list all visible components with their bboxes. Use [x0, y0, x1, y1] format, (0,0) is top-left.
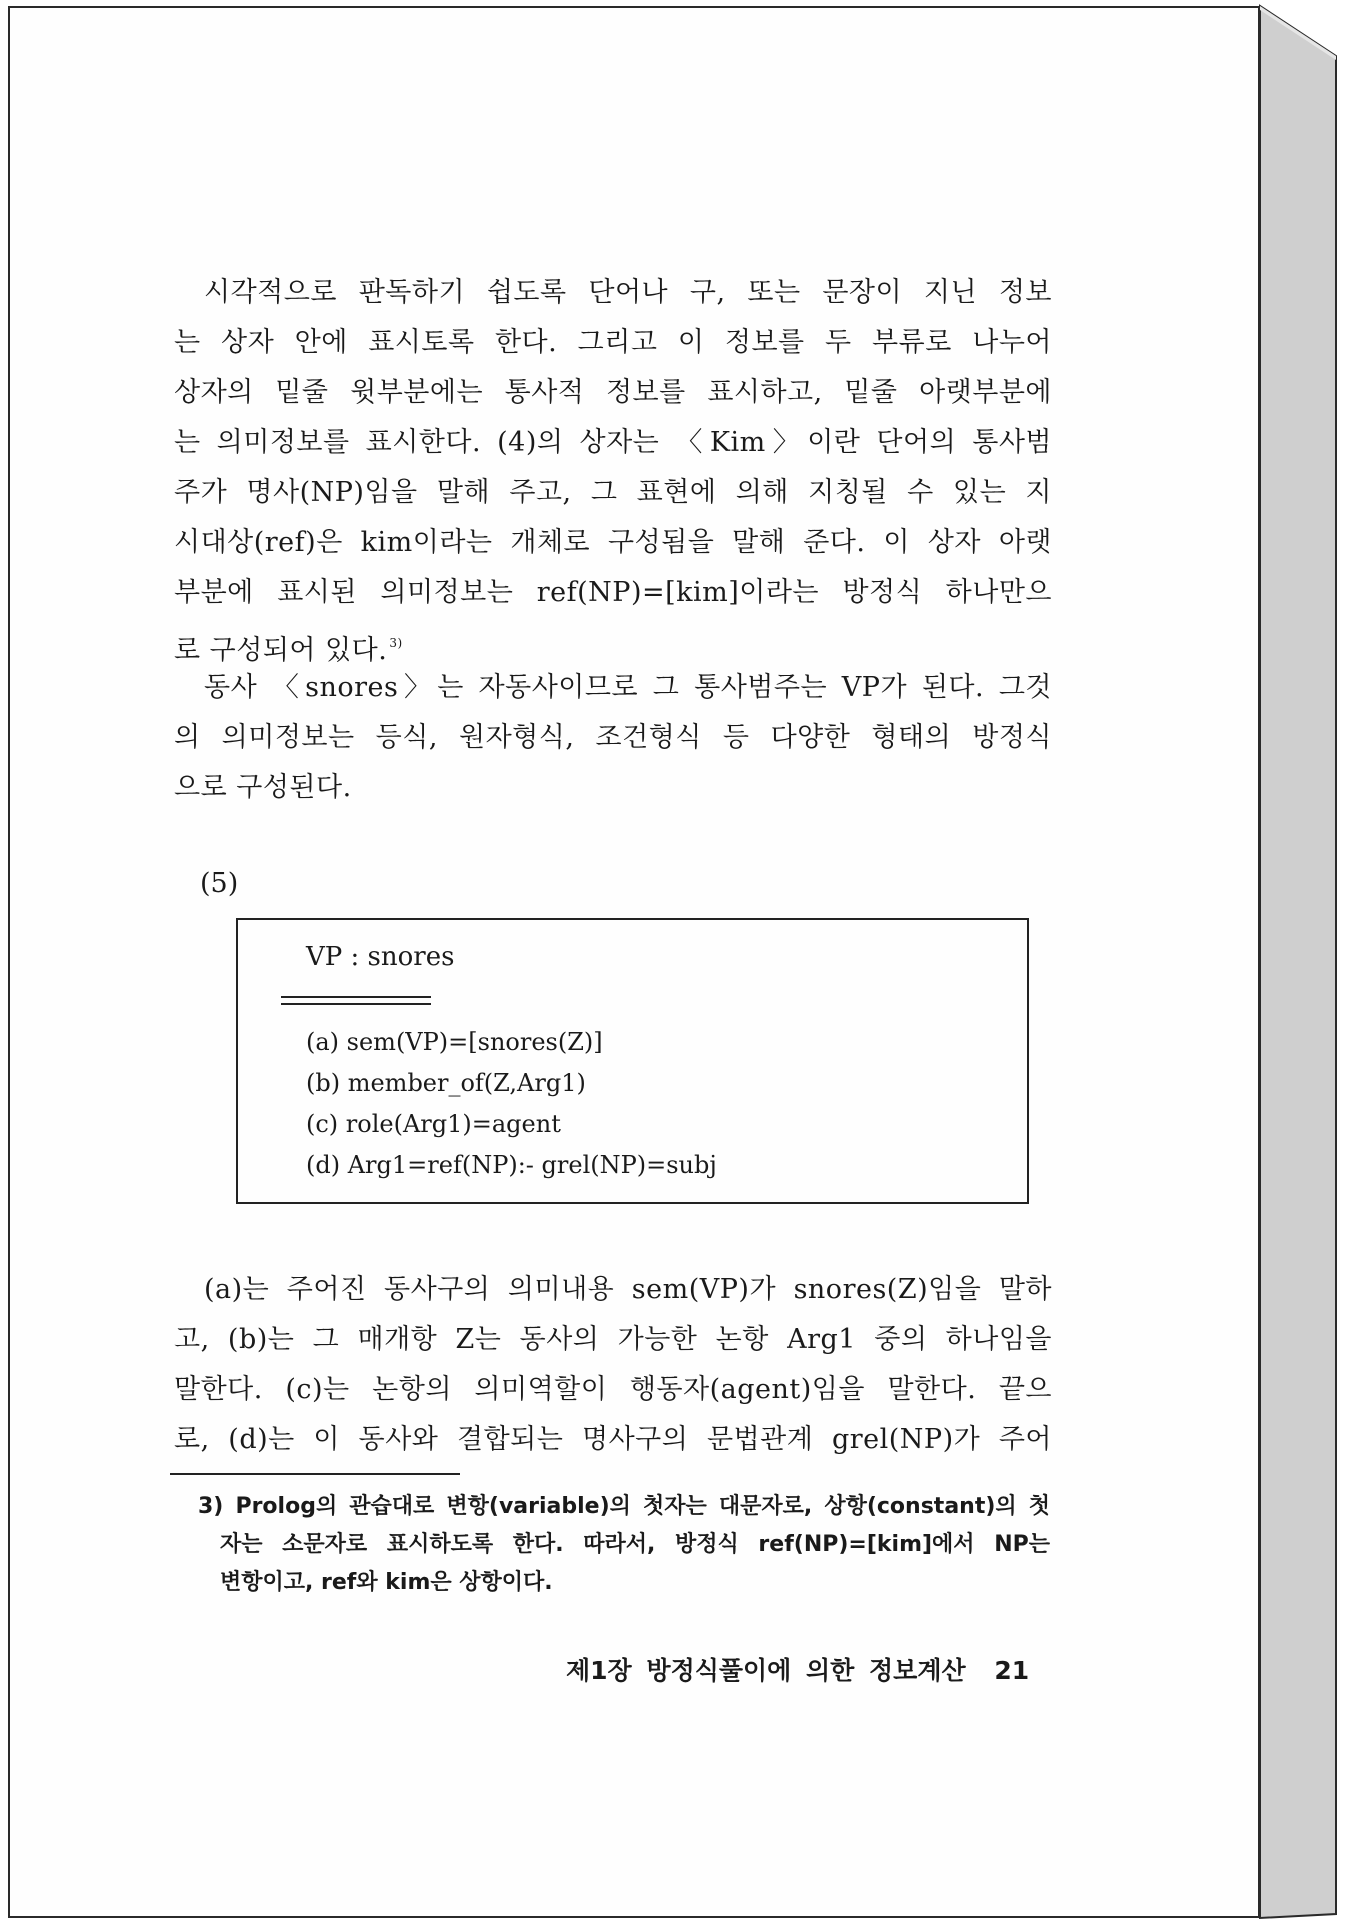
text-line: (a)는 주어진 동사구의 의미내용 sem(VP)가 snores(Z)임을 말하 — [204, 1274, 1052, 1305]
text-line: 시대상(ref)은 kim이라는 개체로 구성됨을 말해 준다. 이 상자 아랫 — [174, 527, 1052, 558]
text-line: 상자의 밑줄 윗부분에는 통사적 정보를 표시하고, 밑줄 아랫부분에 — [174, 377, 1052, 408]
text-line: 시각적으로 판독하기 쉽도록 단어나 구, 또는 문장이 지닌 정보 — [204, 277, 1052, 308]
running-footer — [566, 1651, 1029, 1687]
paragraph-1 — [174, 268, 1052, 676]
page-number: 21 — [994, 1656, 1030, 1685]
equation-line: (d) Arg1=ref(NP):- grel(NP)=subj — [306, 1151, 717, 1179]
paragraph-2 — [174, 663, 1052, 813]
text-line: 으로 구성된다. — [174, 772, 352, 803]
example-equations — [306, 1022, 717, 1186]
text-line: 고, (b)는 그 매개항 Z는 동사의 가능한 논항 Arg1 중의 하나임을 — [174, 1324, 1052, 1355]
text-line: 의 의미정보는 등식, 원자형식, 조건형식 등 다양한 형태의 방정식 — [174, 722, 1052, 753]
text-line-content: 로 구성되어 있다. — [174, 635, 388, 666]
text-line: 동사 〈snores〉는 자동사이므로 그 통사범주는 VP가 된다. 그것 — [204, 672, 1052, 703]
text-line: 로, (d)는 이 동사와 결합되는 명사구의 문법관계 grel(NP)가 주어 — [174, 1424, 1052, 1455]
example-box — [236, 918, 1029, 1204]
equation-line: (a) sem(VP)=[snores(Z)] — [306, 1028, 603, 1056]
text-line: 주가 명사(NP)임을 말해 주고, 그 표현에 의해 지칭될 수 있는 지 — [174, 477, 1052, 508]
example-label: (5) — [200, 868, 239, 899]
example-header: VP : snores — [306, 942, 455, 972]
footnote-marker[interactable]: 3) — [389, 636, 403, 650]
text-line: 는 상자 안에 표시토록 한다. 그리고 이 정보를 두 부류로 나누어 — [174, 327, 1052, 358]
footnote-divider — [170, 1473, 460, 1475]
text-line: 는 의미정보를 표시한다. (4)의 상자는 〈Kim〉이란 단어의 통사범 — [174, 427, 1052, 458]
double-underline — [281, 996, 431, 1005]
footnote-line: 변항이고, ref와 kim은 상항이다. — [220, 1570, 553, 1595]
paragraph-3 — [174, 1265, 1052, 1465]
text-line: 말한다. (c)는 논항의 의미역할이 행동자(agent)임을 말한다. 끝으 — [174, 1374, 1052, 1405]
footnote-3 — [198, 1488, 1050, 1602]
equation-line: (b) member_of(Z,Arg1) — [306, 1069, 586, 1097]
footnote-line: 자는 소문자로 표시하도록 한다. 따라서, 방정식 ref(NP)=[kim]에서 NP는 — [220, 1532, 1050, 1557]
text-line: 부분에 표시된 의미정보는 ref(NP)=[kim]이라는 방정식 하나만으 — [174, 577, 1052, 608]
equation-line: (c) role(Arg1)=agent — [306, 1110, 561, 1138]
chapter-label: 제1장 — [566, 1656, 632, 1685]
footnote-line: 3) Prolog의 관습대로 변항(variable)의 첫자는 대문자로, 상항(constant)의 첫 — [198, 1494, 1050, 1519]
chapter-title: 방정식풀이에 의한 정보계산 — [646, 1656, 966, 1685]
